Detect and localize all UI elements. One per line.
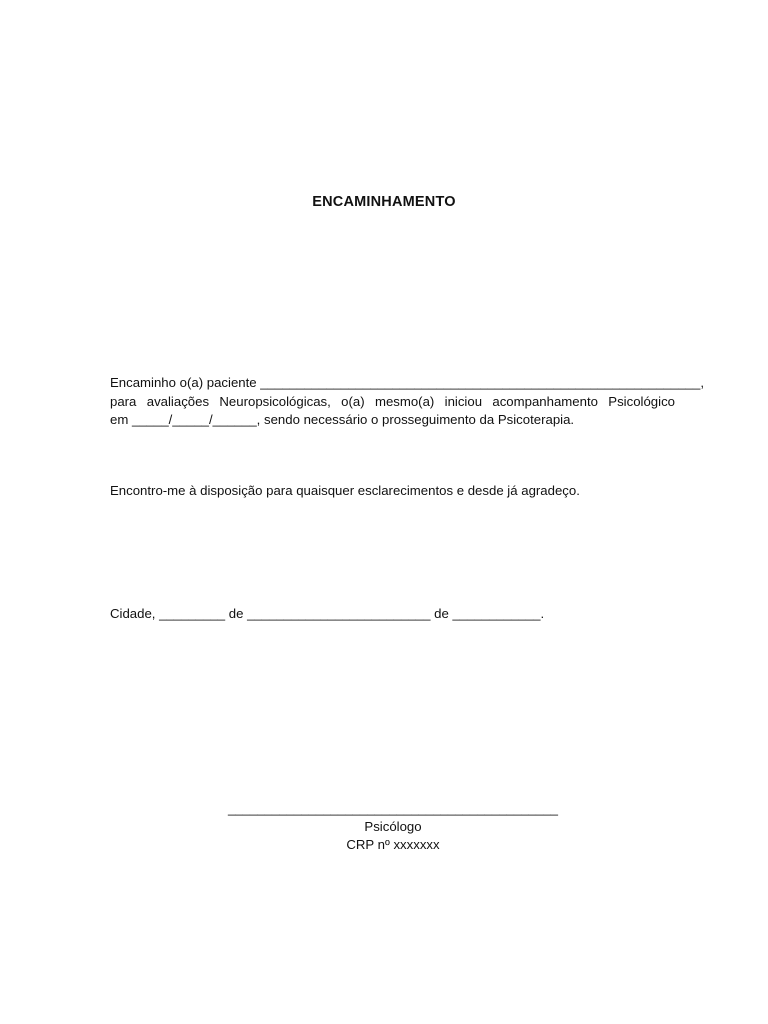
signature-role: Psicólogo bbox=[364, 819, 422, 834]
paragraph-line-2: para avaliações Neuropsicológicas, o(a) mesmo(a) iniciou acompanhamento Psicológico bbox=[110, 393, 675, 409]
referral-paragraph bbox=[110, 374, 704, 430]
date-line: Cidade, _________ de _________________________ de ____________. bbox=[110, 606, 545, 621]
document-title: ENCAMINHAMENTO bbox=[312, 194, 456, 210]
thanks-paragraph: Encontro-me à disposição para quaisquer esclarecimentos e desde já agradeço. bbox=[110, 483, 580, 498]
signature-line: _____________________________________________ bbox=[227, 801, 559, 816]
signature-crp: CRP nº xxxxxxx bbox=[346, 837, 440, 852]
paragraph-line-3: em _____/_____/______, sendo necessário o prosseguimento da Psicoterapia. bbox=[110, 412, 575, 427]
paragraph-line-1: Encaminho o(a) paciente ____________________________________________________________, bbox=[110, 375, 704, 390]
signature-block bbox=[0, 800, 768, 854]
